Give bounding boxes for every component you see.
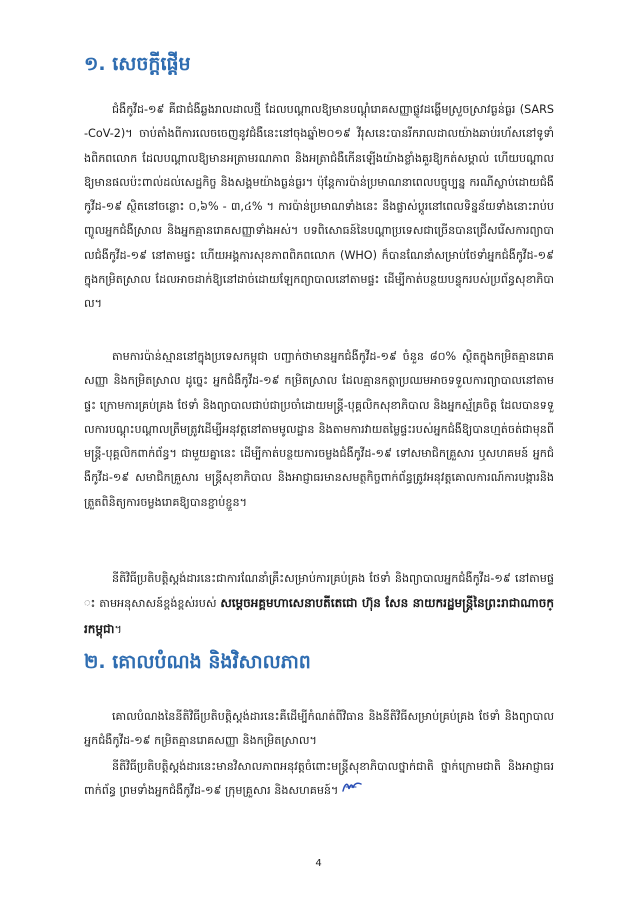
paragraph-sop-guidance-pre: នីតិវិធីប្រតិបត្តិស្តង់ដារនេះជាការណែនាំគ្រឹះសម្រាប់ការគ្រប់គ្រង ថែទាំ និងព្យាបាលអ្នកជំងឺកូវីដ-១៩ នៅតាមផ្ទះ តាមអនុសាសន៍ខ្ពង់ខ្ពស់របស់: [84, 572, 554, 611]
page-number: 4: [315, 858, 322, 869]
paragraph-sop-guidance: [84, 567, 554, 642]
paragraph-sop-guidance-bold: សម្ដេចអគ្គមហាសេនាបតីតេជោ ហ៊ុន សែន នាយករដ្ឋមន្ត្រីនៃព្រះរាជាណាចក្រកម្ពុជា: [84, 596, 554, 636]
section-heading-introduction: ១. សេចក្ដីផ្ដើម: [84, 53, 191, 75]
paragraph-objective-text: គោលបំណងនៃនីតិវិធីប្រតិបត្តិស្តង់ដារនេះគឺដើម្បីកំណត់ពីវិធាន និងនីតិវិធីសម្រាប់គ្រប់គ្រង ថែទាំ និងព្យាបាលអ្នកជំងឺកូវីដ-១៩ កម្រិតគ្មានរោគសញ្ញា និងកម្រិតស្រាល។: [84, 710, 554, 748]
paragraph-objective: [84, 705, 554, 754]
paragraph-introduction: [84, 98, 554, 317]
section-heading-objectives: ២. គោលបំណង និងវិសាលភាព: [84, 651, 311, 673]
signature-initials-icon: [341, 779, 363, 803]
paragraph-scope: [84, 755, 554, 804]
paragraph-scope-text: នីតិវិធីប្រតិបត្តិស្តង់ដារនេះមានវិសាលភាពអនុវត្តចំពោះមន្ត្រីសុខាភិបាលថ្នាក់ជាតិ ថ្នាក់ក្រោមជាតិ និងអាជ្ញាធរពាក់ព័ន្ធ ព្រមទាំងអ្នកជំងឺកូវីដ-១៩ ក្រុមគ្រួសារ និងសហគមន៍។: [84, 760, 554, 798]
paragraph-cambodia-estimate-text: តាមការប៉ាន់ស្មាននៅក្នុងប្រទេសកម្ពុជា បញ្ជាក់ថាមានអ្នកជំងឺកូវីដ-១៩ ចំនួន ៨០% ស្ថិតក្នុងកម្រិតគ្មានរោគសញ្ញា និងកម្រិតស្រាល ដូច្នេះ អ្នកជំងឺកូវីដ-១៩ កម្រិតស្រាល ដែលគ្មានកត្តាប្រឈមអាចទទួលការព្យាបាលនៅតាមផ្ទះ ក្រោមការគ្រប់គ្រង ថែទាំ និងព្យាបាលជាប់ជាប្រចាំដោយមន្ត្រី-បុគ្គលិកសុខាភិបាល និងអ្នកស្ម័គ្រចិត្ត ដែលបានទទួលការបណ្ដុះបណ្ដាលត្រឹមត្រូវដើម្បីអនុវត្តនៅតាមមូលដ្ឋាន និងតាមការវាយតម្លៃផ្ទះរបស់អ្នកជំងឺឱ្យបានហ្មត់ចត់ជាមុនពីមន្ត្រី-បុគ្គលិកពាក់ព័ន្ធ។ ជាមួយគ្នានេះ ដើម្បីកាត់បន្ថយការចម្លងជំងឺកូវីដ-១៩ ទៅសមាជិកគ្រួសារ ឬសហគមន៍ អ្នកជំងឺកូវីដ-១៩ សមាជិកគ្រួសារ មន្ត្រីសុខាភិបាល និងអាជ្ញាធរមានសមត្ថកិច្ចពាក់ព័ន្ធត្រូវអនុវត្តគោលការណ៍ការបង្ការនិងត្រួតពិនិត្យការចម្លងរោគឱ្យបានខ្ជាប់ខ្ជួន។: [84, 350, 554, 509]
paragraph-cambodia-estimate: [84, 345, 554, 515]
paragraph-introduction-text: ជំងឺកូវីដ-១៩ គឺជាជំងឺឆ្លងរាលដាលថ្មី ដែលបណ្ដាលឱ្យមានបណ្ដុំរោគសញ្ញាផ្លូវដង្ហើមស្រួចស្រាវធ្ងន់ធ្ងរ (SARS-CoV-2)។ ចាប់តាំងពីការលេចចេញនូវជំងឺនេះនៅចុងឆ្នាំ២០១៩ វីរុសនេះបានរីករាលដាលយ៉ាងឆាប់រហ័សនៅទូទាំងពិភពលោក ដែលបណ្ដាលឱ្យមានអត្រាមរណភាព និងអត្រាជំងឺកើនឡើងយ៉ាងខ្លាំងគួរឱ្យកត់សម្គាល់ ហើយបណ្ដាលឱ្យមានផលប៉ះពាល់ដល់សេដ្ឋកិច្ច និងសង្គមយ៉ាងធ្ងន់ធ្ងរ។ ប៉ុន្តែការប៉ាន់ប្រមាណនាពេលបច្ចុប្បន្ន ករណីស្លាប់ដោយជំងឺកូវីដ-១៩ ស្ថិតនៅចន្លោះ ០,៦% - ៣,៤% ។ ការប៉ាន់ប្រមាណទាំងនេះ នឹងផ្លាស់ប្ដូរនៅពេលទិន្នន័យទាំងនោះរាប់បញ្ចូលអ្នកជំងឺស្រាល និងអ្នកគ្មានរោគសញ្ញាទាំងអស់។ បទពិសោធន៍នៃបណ្ដាប្រទេសជាច្រើនបានជ្រើសរើសការព្យាបាលជំងឺកូវីដ-១៩ នៅតាមផ្ទះ ហើយអង្គការសុខភាពពិភពលោក (WHO) ក៏បានណែនាំសម្រាប់ថែទាំអ្នកជំងឺកូវីដ-១៩ ក្នុងកម្រិតស្រាល ដែលអាចដាក់ឱ្យនៅដាច់ដោយឡែកព្យាបាលនៅតាមផ្ទះ ដើម្បីកាត់បន្ថយបន្ទុករបស់ប្រព័ន្ធសុខាភិបាល។: [84, 103, 554, 311]
paragraph-sop-guidance-post: ។: [114, 622, 122, 636]
